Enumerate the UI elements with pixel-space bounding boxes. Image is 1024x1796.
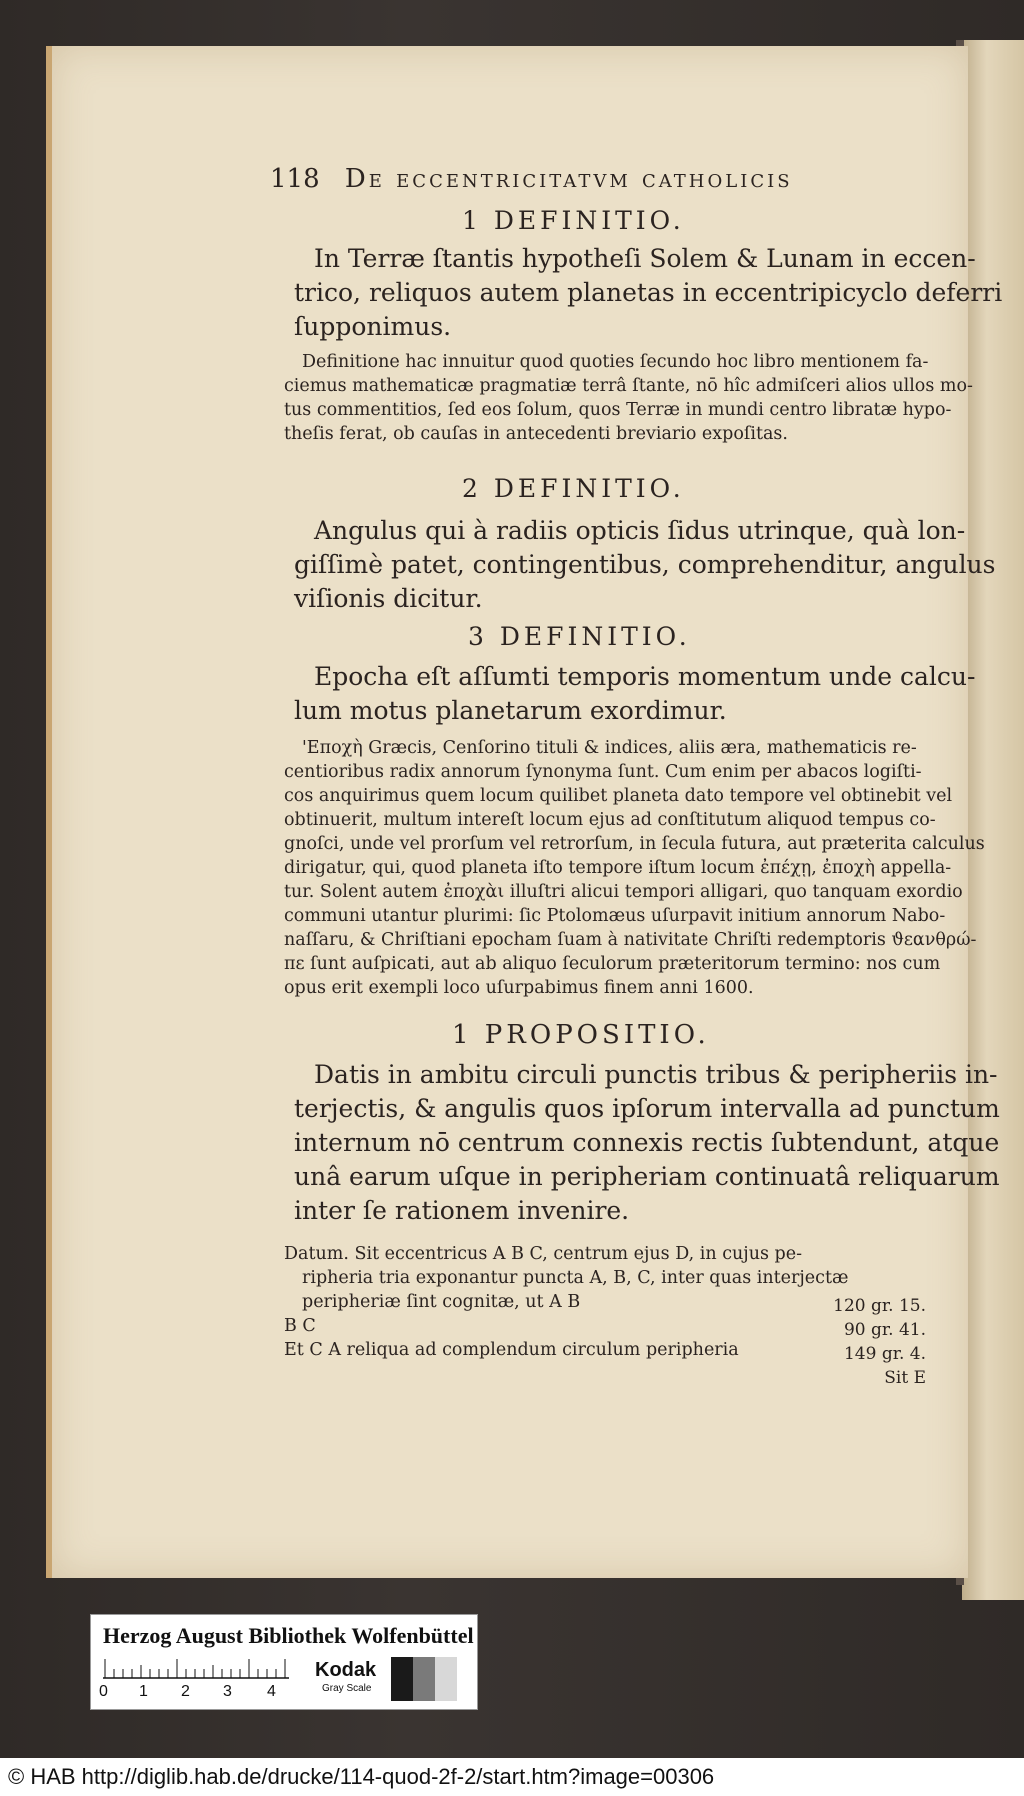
note-line: cos anquirimus quem locum quilibet planeta dato tempore vel obtinebit vel <box>284 786 953 806</box>
ruler-tick: 4 <box>267 1683 276 1700</box>
section-heading: 2 DEFINITIO. <box>462 474 685 503</box>
note-line: gnoſci, unde vel prorſum vel retrorſum, in ſecula futura, aut præterita calculus <box>284 834 985 854</box>
ruler-tick: 2 <box>181 1683 190 1700</box>
section-text-line: giſſimè patet, contingentibus, comprehenditur, angulus <box>294 550 996 579</box>
gray-swatch <box>391 1657 413 1701</box>
section-text-line: internum nō centrum connexis rectis ſubtendunt, atque <box>294 1128 1000 1157</box>
datum-value: 120 gr. 15. <box>833 1296 926 1316</box>
book-page <box>46 46 1003 1578</box>
section-text-line: lum motus planetarum exordimur. <box>294 696 727 725</box>
ruler-tick: 1 <box>139 1683 148 1700</box>
section-text-line: Datis in ambitu circuli punctis tribus & peripheriis in- <box>314 1060 998 1089</box>
note-line: centioribus radix annorum ſynonyma ſunt. Cum enim per abacos logiſti- <box>284 762 922 782</box>
datum-line: Datum. Sit eccentricus A B C, centrum ejus D, in cujus pe- <box>284 1244 802 1264</box>
facing-page-edge <box>962 40 1024 1600</box>
catchword: Sit E <box>884 1368 926 1388</box>
section-heading: 1 PROPOSITIO. <box>452 1020 710 1050</box>
scale-card <box>90 1614 478 1710</box>
section-text-line: viſionis dicitur. <box>294 584 483 613</box>
note-line: obtinuerit, multum intereſt locum ejus ad conſtitutum aliquod tempus co- <box>284 810 936 830</box>
note-line: ciemus mathematicæ pragmatiæ terrâ ſtante, nō hîc admiſceri alios ullos mo- <box>284 376 973 396</box>
section-heading: 1 DEFINITIO. <box>462 206 685 235</box>
running-title: De eccentricitatvm catholicis <box>344 164 793 194</box>
note-line: naſſaru, & Chriſtiani epocham ſuam à nativitate Chriſti redemptoris ϑεανθρώ- <box>284 930 977 950</box>
note-line: 'Εποχὴ Græcis, Cenſorino tituli & indices, aliis æra, mathematicis re- <box>302 738 917 758</box>
datum-line: ripheria tria exponantur puncta A, B, C, inter quas interjectæ <box>302 1268 849 1288</box>
section-text-line: trico, reliquos autem planetas in eccentripicyclo deferri <box>294 278 1003 307</box>
section-heading: 3 DEFINITIO. <box>468 622 691 651</box>
page-number: 118 <box>270 164 320 194</box>
datum-line: Et C A reliqua ad complendum circulum peripheria <box>284 1340 739 1360</box>
section-text-line: In Terræ ſtantis hypotheſi Solem & Lunam in eccen- <box>314 244 976 273</box>
note-line: Definitione hac innuitur quod quoties ſecundo hoc libro mentionem fa- <box>302 352 929 372</box>
copyright-footer: © HAB http://diglib.hab.de/drucke/114-quod-2f-2/start.htm?image=00306 <box>0 1758 1024 1796</box>
section-text-line: ſupponimus. <box>294 312 452 341</box>
datum-value: 149 gr. 4. <box>843 1344 926 1364</box>
section-text-line: terjectis, & angulis quos ipſorum intervalla ad punctum <box>294 1094 1000 1123</box>
datum-line: peripheriæ ſint cognitæ, ut A B <box>302 1292 581 1312</box>
section-text-line: Epocha eſt aſſumti temporis momentum unde calcu- <box>314 662 976 691</box>
note-line: communi utantur plurimi: ſic Ptolomæus uſurpavit initium annorum Nabo- <box>284 906 946 926</box>
gray-swatch <box>413 1657 435 1701</box>
note-line: theſis ferat, ob cauſas in antecedenti breviario expoſitas. <box>284 424 788 444</box>
note-line: dirigatur, qui, quod planeta iſto tempore iſtum locum ἐπέχῃ, ἐποχὴ appella- <box>284 858 952 878</box>
section-text-line: Angulus qui à radiis opticis ſidus utrinque, quà lon- <box>314 516 966 545</box>
ruler-icon <box>103 1657 289 1679</box>
section-text-line: unâ earum uſque in peripheriam continuatâ reliquarum <box>294 1162 1000 1191</box>
ruler-tick: 3 <box>223 1683 232 1700</box>
kodak-logo: Kodak <box>315 1659 377 1681</box>
gray-swatch <box>435 1657 457 1701</box>
note-line: opus erit exempli loco uſurpabimus finem anni 1600. <box>284 978 754 998</box>
library-name: Herzog August Bibliothek Wolfenbüttel <box>103 1623 474 1648</box>
running-header <box>270 164 793 194</box>
note-line: tur. Solent autem ἐποχὰι illuſtri alicui tempori alligari, quo tanquam exordio <box>284 882 963 902</box>
note-line: πε ſunt auſpicati, aut ab aliquo ſeculorum præteritorum termino: nos cum <box>284 954 941 974</box>
gray-scale-label: Gray Scale <box>322 1683 372 1694</box>
section-text-line: inter ſe rationem invenire. <box>294 1196 630 1225</box>
note-line: tus commentitios, ſed eos ſolum, quos Terræ in mundi centro libratæ hypo- <box>284 400 952 420</box>
datum-line: B C <box>284 1316 316 1336</box>
datum-value: 90 gr. 41. <box>843 1320 926 1340</box>
ruler-tick: 0 <box>99 1683 108 1700</box>
